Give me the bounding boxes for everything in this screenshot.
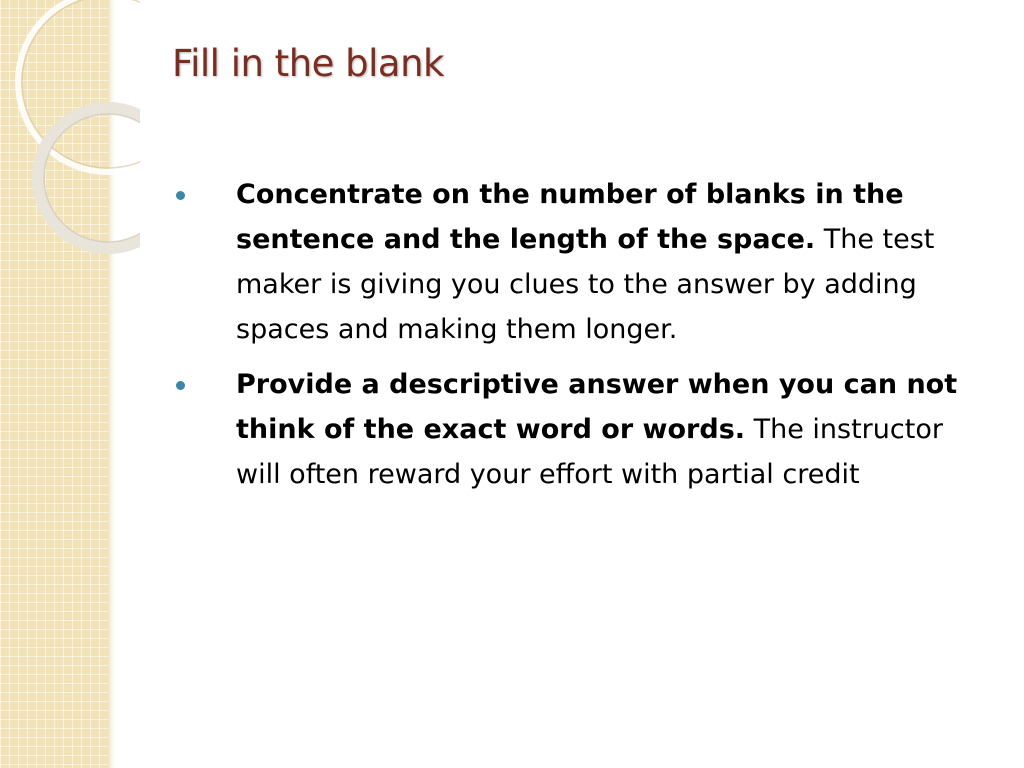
bullet-bold-text: Provide a descriptive answer when you can not think of the exact word or words. xyxy=(236,369,958,445)
bullet-list xyxy=(170,172,990,507)
bullet-marker-icon xyxy=(176,381,185,390)
bullet-body-text: The instructor will often reward your effort with partial credit xyxy=(236,414,943,490)
bullet-bold-text: Concentrate on the number of blanks in the sentence and the length of the space. xyxy=(236,179,904,255)
bullet-item xyxy=(170,362,990,497)
slide-title: Fill in the blank xyxy=(172,42,444,85)
bullet-marker-icon xyxy=(176,191,185,200)
lower-ring xyxy=(38,108,140,248)
upper-ring xyxy=(18,0,140,172)
bullet-item xyxy=(170,172,990,352)
bullet-body-text: The test maker is giving you clues to the answer by adding spaces and making them longer. xyxy=(236,224,935,345)
decorative-rings-icon xyxy=(0,0,140,260)
